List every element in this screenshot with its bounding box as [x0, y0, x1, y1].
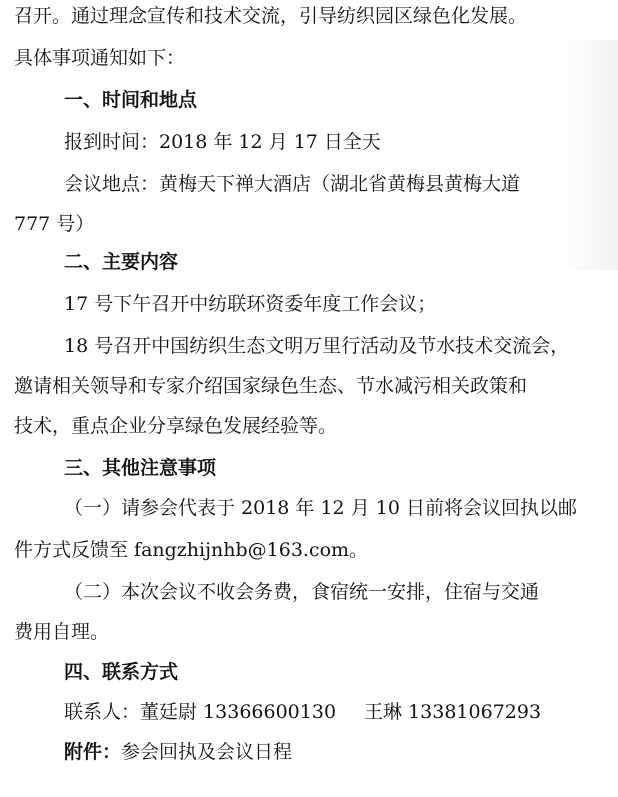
intro-line-2: 具体事项通知如下： — [14, 47, 186, 69]
section-heading-contact: 四、联系方式 — [64, 661, 179, 683]
intro-line-1: 召开。通过理念宣传和技术交流，引导纺织园区绿色化发展。 — [14, 5, 528, 27]
contact-person-2: 王琳 13381067293 — [364, 701, 542, 723]
section-heading-time-place: 一、时间和地点 — [64, 89, 198, 111]
note-1-line-2: 件方式反馈至 fangzhijnhb@163.com。 — [14, 539, 369, 561]
content-item-2-line-3: 技术，重点企业分享绿色发展经验等。 — [14, 415, 338, 437]
content-item-1: 17 号下午召开中纺联环资委年度工作会议； — [64, 293, 437, 315]
note-2-line-1: （二）本次会议不收会务费，食宿统一安排，住宿与交通 — [64, 581, 540, 603]
note-1-line-1: （一）请参会代表于 2018 年 12 月 10 日前将会议回执以邮 — [64, 497, 577, 519]
attachment-label: 附件： — [64, 741, 122, 763]
venue-line-1: 会议地点：黄梅天下禅大酒店（湖北省黄梅县黄梅大道 — [64, 173, 521, 195]
content-item-2-line-1: 18 号召开中国纺织生态文明万里行活动及节水技术交流会， — [64, 335, 570, 357]
contact-label: 联系人： — [64, 701, 141, 723]
venue-line-2: 777 号） — [14, 213, 95, 235]
content-item-2-line-2: 邀请相关领导和专家介绍国家绿色生态、节水减污相关政策和 — [14, 375, 528, 397]
contact-line — [64, 700, 541, 724]
contact-person-1: 董廷尉 13366600130 — [140, 701, 337, 723]
scan-bleed-through — [558, 40, 618, 270]
registration-time: 报到时间：2018 年 12 月 17 日全天 — [64, 131, 381, 153]
attachment-line — [64, 740, 292, 764]
section-heading-main-content: 二、主要内容 — [64, 251, 179, 273]
section-heading-notes: 三、其他注意事项 — [64, 457, 217, 479]
note-2-line-2: 费用自理。 — [14, 621, 110, 643]
attachment-text: 参会回执及会议日程 — [121, 741, 293, 763]
